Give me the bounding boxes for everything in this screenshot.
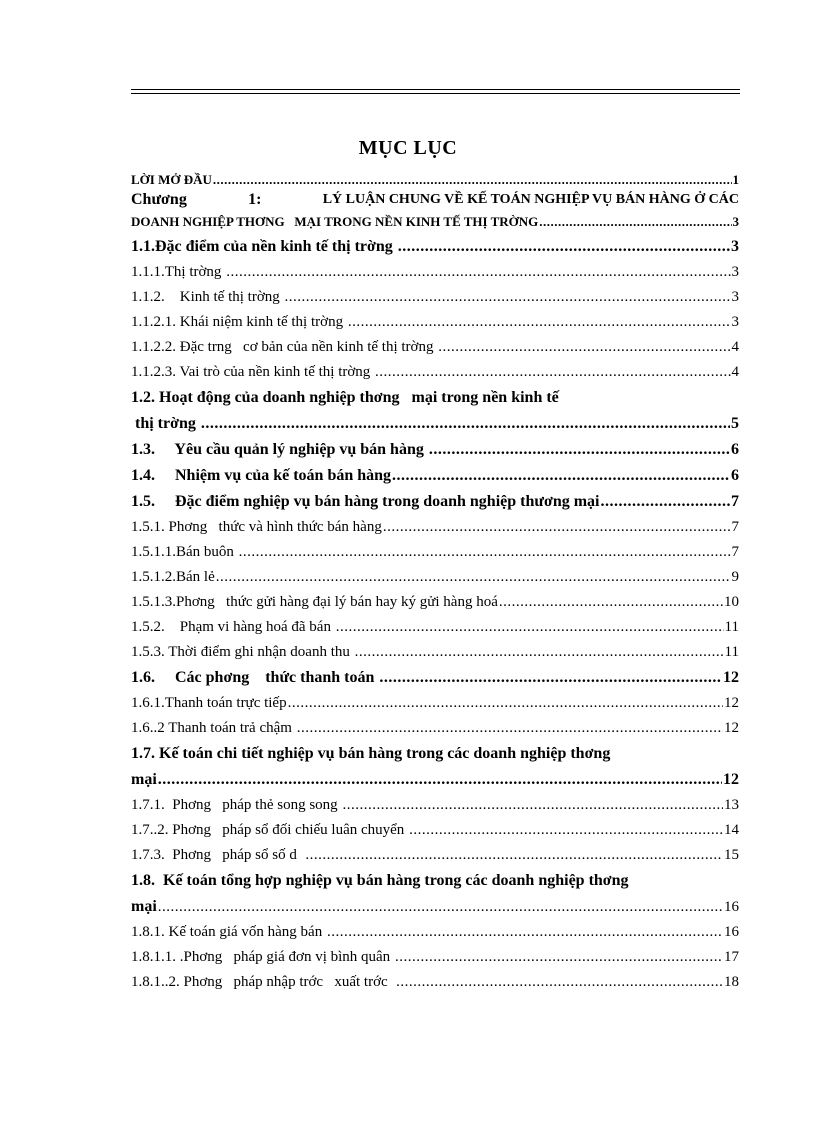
toc-entry[interactable] <box>131 489 739 515</box>
toc-entry-text: 1.8. Kế toán tổng hợp nghiệp vụ bán hàng trong các doanh nghiệp thơng <box>131 872 629 889</box>
chapter-title-line2: DOANH NGHIỆP THƠNG MẠI TRONG NỀN KINH TẾ THỊ TRỜNG <box>131 214 539 229</box>
toc-entry-text: 1.6. Các phơng thức thanh toán <box>131 669 379 686</box>
toc-entry-page: 6 <box>731 467 739 484</box>
toc-entry-page: 16 <box>724 924 739 940</box>
toc-entry-text: 1.5.3. Thời điểm ghi nhận doanh thu <box>131 644 354 660</box>
toc-entry[interactable] <box>131 741 739 793</box>
toc-entry[interactable] <box>131 385 739 437</box>
toc-entry-page: 7 <box>731 493 739 510</box>
table-of-contents <box>131 170 739 995</box>
toc-entry-text: 1.1.2.3. Vai trò của nền kinh tế thị trờng <box>131 364 375 380</box>
toc-entry-page: 12 <box>724 720 739 736</box>
toc-entry-text: 1.8.1. Kế toán giá vốn hàng bán <box>131 924 326 940</box>
toc-entry-page: 3 <box>732 214 739 229</box>
toc-entry-text: 1.8.1..2. Phơng pháp nhập trớc xuất trớc <box>131 974 396 990</box>
toc-entry-text: 1.1.1.Thị trờng <box>131 264 226 280</box>
toc-entry-page: 13 <box>724 797 739 813</box>
toc-entry-page: 1 <box>732 172 739 187</box>
toc-entry-page: 4 <box>731 364 739 380</box>
toc-entry[interactable] <box>131 691 739 716</box>
toc-entry-page: 10 <box>724 594 739 610</box>
toc-entry-page: 6 <box>731 441 739 458</box>
toc-entry[interactable] <box>131 945 739 970</box>
toc-entry-text-cont: mại <box>131 898 157 915</box>
toc-entry-text: 1.6..2 Thanh toán trả chậm <box>131 720 296 736</box>
toc-entry-page: 11 <box>724 619 739 635</box>
toc-entry-text: 1.5.2. Phạm vi hàng hoá đã bán <box>131 619 335 635</box>
toc-entry[interactable] <box>131 260 739 285</box>
toc-entry-text: 1.2. Hoạt động của doanh nghiệp thơng mại trong nền kinh tế <box>131 389 559 406</box>
toc-entry-page: 12 <box>723 669 739 686</box>
toc-entry[interactable] <box>131 920 739 945</box>
toc-entry[interactable] <box>131 716 739 741</box>
toc-entry[interactable] <box>131 437 739 463</box>
toc-entry-page: 18 <box>724 974 739 990</box>
toc-entry-page: 9 <box>731 569 739 585</box>
toc-entry[interactable] <box>131 565 739 590</box>
header-rule-top <box>131 89 740 90</box>
toc-entry[interactable] <box>131 868 739 920</box>
toc-entry[interactable] <box>131 463 739 489</box>
toc-entry-text: 1.5.1.1.Bán buôn <box>131 544 238 560</box>
toc-entry[interactable] <box>131 818 739 843</box>
toc-entry-text: 1.7..2. Phơng pháp sổ đối chiếu luân chuyển <box>131 822 409 838</box>
toc-entry[interactable] <box>131 793 739 818</box>
toc-entry[interactable] <box>131 970 739 995</box>
toc-entry-text-cont: thị trờng <box>131 415 200 432</box>
toc-entry[interactable] <box>131 540 739 565</box>
toc-entry-text-cont: mại <box>131 771 157 788</box>
toc-entry[interactable] <box>131 615 739 640</box>
toc-entry-text: 1.1.2. Kinh tế thị trờng <box>131 289 284 305</box>
toc-entry[interactable] <box>131 843 739 868</box>
toc-entry-text: 1.7.3. Phơng pháp sổ số d <box>131 847 305 863</box>
toc-entry-page: 3 <box>731 314 739 330</box>
toc-entry-page: 14 <box>724 822 739 838</box>
toc-entry-page: 12 <box>723 771 739 788</box>
toc-entry-text: LỜI MỞ ĐẦU <box>131 172 212 187</box>
toc-entry-page: 3 <box>731 264 739 280</box>
chapter-word: Chương <box>131 191 187 208</box>
page-title: MỤC LỤC <box>358 137 458 159</box>
toc-entry-text: 1.8.1.1. .Phơng pháp giá đơn vị bình quân <box>131 949 394 965</box>
chapter-title-line1: LÝ LUẬN CHUNG VỀ KẾ TOÁN NGHIỆP VỤ BÁN HÀNG Ở CÁC <box>322 192 739 207</box>
toc-entry[interactable] <box>131 234 739 260</box>
toc-entry-text: 1.6.1.Thanh toán trực tiếp <box>131 695 287 711</box>
toc-entry-text: 1.5.1.2.Bán lẻ <box>131 569 215 585</box>
toc-entry-page: 12 <box>724 695 739 711</box>
toc-entry[interactable] <box>131 590 739 615</box>
header-rule-bottom <box>131 93 740 94</box>
toc-entry-page: 4 <box>731 339 739 355</box>
toc-entry-page: 5 <box>731 415 739 432</box>
toc-entry-page: 15 <box>724 847 739 863</box>
toc-entry-text: 1.5. Đặc điểm nghiệp vụ bán hàng trong doanh nghiệp thương mại <box>131 493 600 510</box>
toc-entry-text: 1.5.1. Phơng thức và hình thức bán hàng <box>131 519 382 535</box>
toc-entry-chapter-1[interactable] <box>131 190 739 234</box>
toc-entry-page: 17 <box>724 949 739 965</box>
toc-entry-page: 7 <box>731 544 739 560</box>
toc-entry[interactable] <box>131 285 739 310</box>
toc-entry-page: 7 <box>731 519 739 535</box>
toc-entry-page: 3 <box>731 238 739 255</box>
toc-entry[interactable] <box>131 335 739 360</box>
toc-entry-intro[interactable] <box>131 170 739 190</box>
chapter-number: 1: <box>248 191 262 208</box>
toc-entry[interactable] <box>131 515 739 540</box>
toc-entry-page: 11 <box>724 644 739 660</box>
toc-entry-text: 1.3. Yêu cầu quản lý nghiệp vụ bán hàng <box>131 441 428 458</box>
toc-entry[interactable] <box>131 310 739 335</box>
toc-entry-text: 1.1.2.2. Đặc trng cơ bản của nền kinh tế thị trờng <box>131 339 438 355</box>
toc-entry-text: 1.1.Đặc điểm của nền kinh tế thị trờng <box>131 238 397 255</box>
toc-entry[interactable] <box>131 360 739 385</box>
toc-entry-page: 3 <box>731 289 739 305</box>
toc-entry-text: 1.5.1.3.Phơng thức gửi hàng đại lý bán hay ký gửi hàng hoá <box>131 594 498 610</box>
toc-entry-text: 1.4. Nhiệm vụ của kế toán bán hàng <box>131 467 392 484</box>
toc-entry-text: 1.7. Kế toán chi tiết nghiệp vụ bán hàng trong các doanh nghiệp thơng <box>131 745 611 762</box>
toc-entry[interactable] <box>131 665 739 691</box>
toc-entry-text: 1.1.2.1. Khái niệm kinh tế thị trờng <box>131 314 347 330</box>
toc-entry-page: 16 <box>724 899 739 915</box>
toc-entry[interactable] <box>131 640 739 665</box>
toc-entry-text: 1.7.1. Phơng pháp thẻ song song <box>131 797 342 813</box>
